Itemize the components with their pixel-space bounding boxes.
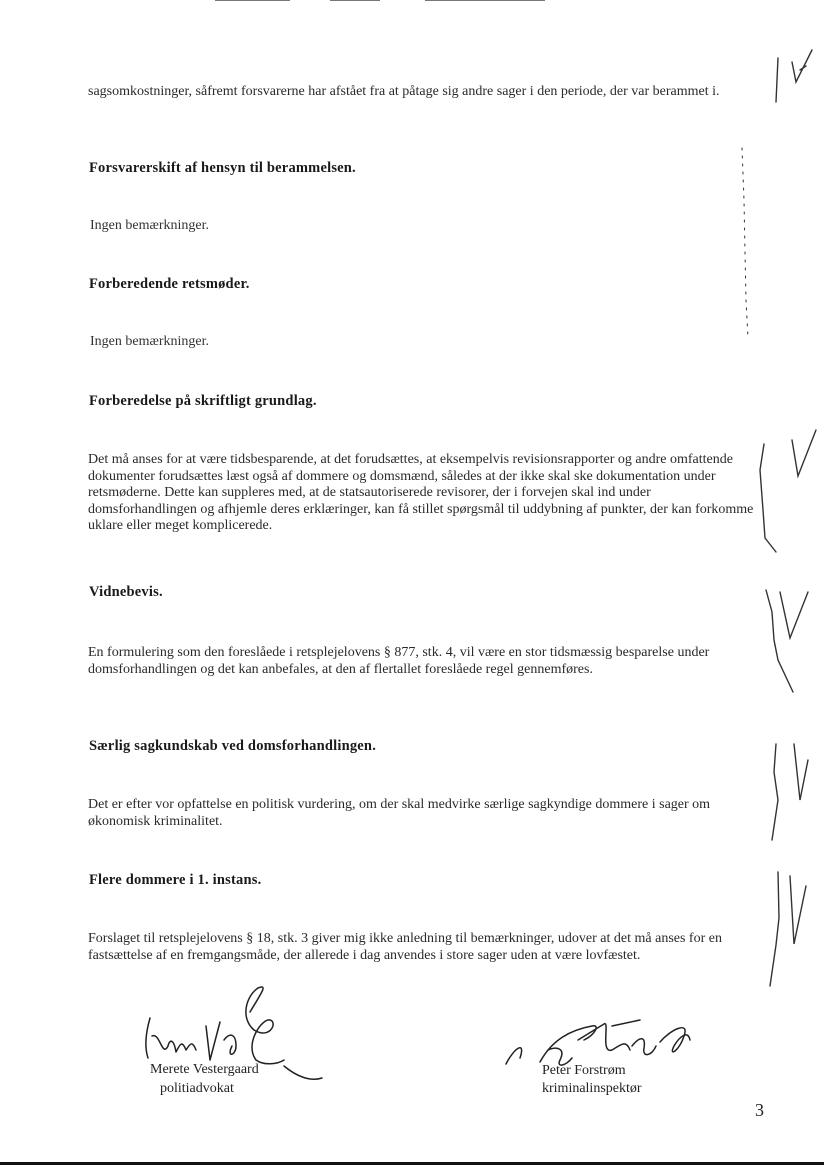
signatory-1-title: politiadvokat [160,1081,234,1096]
check-mark-4 [794,744,808,800]
bottom-rule [0,1162,824,1165]
section-heading-skriftligt-grundlag: Forberedelse på skriftligt grundlag. [89,393,317,409]
page-number: 3 [755,1100,764,1120]
margin-bracket-3 [766,590,793,692]
section-body-saerlig-sagkundskab: Det er efter vor opfattelse en politisk vurdering, om der skal medvirke særlige sagkyndige dommere i sager om økonomisk kriminalitet. [88,797,711,829]
section-heading-flere-dommere: Flere dommere i 1. instans. [89,872,262,888]
signatory-2-title: kriminalinspektør [542,1081,642,1096]
margin-dash-line [742,148,748,338]
margin-bracket-5 [770,872,779,986]
section-body-forsvarerskift: Ingen bemærkninger. [90,218,209,233]
signatory-1-name: Merete Vestergaard [150,1062,259,1077]
section-body-skriftligt-grundlag: Det må anses for at være tidsbesparende, at det forudsættes, at eksempelvis revisionsrapporter og andre omfattende dokumenter forudsættes læst også af dommere og domsmænd, således at der ikke skal ske dokumentation under retsmøderne. Dette kan suppleres med, at de statsautoriserede revisorer, der i forvejen skal ind under domsforhandlingen og afhjemle deres erklæringer, kan få stillet spørgsmål til uddybning af punkter, der kan forkomme uklare eller meget komplicerede. [88,452,754,533]
section-body-vidnebevis: En formulering som den foreslåede i retsplejelovens § 877, stk. 4, vil være en stor tidsmæssig besparelse under domsforhandlingen og det kan anbefales, at den af flertallet foreslåede regel gennemføres. [88,645,710,677]
check-mark-5 [790,876,806,944]
margin-bracket-1 [776,58,778,102]
intro-paragraph: sagsomkostninger, såfremt forsvarerne har afstået fra at påtage sig andre sager i den periode, der var berammet i. [88,84,720,99]
margin-bracket-2 [760,444,776,552]
check-mark-3 [780,592,808,638]
section-heading-vidnebevis: Vidnebevis. [89,584,163,600]
section-body-flere-dommere: Forslaget til retsplejelovens § 18, stk. 3 giver mig ikke anledning til bemærkninger, udover at det må anses for en fastsættelse af en fremgangsmåde, der allerede i dag anvendes i store sager uden at være lovfæstet. [88,931,722,963]
signature-peter-forstroem [506,1020,690,1065]
section-heading-forsvarerskift: Forsvarerskift af hensyn til berammelsen. [89,160,356,176]
margin-bracket-4 [772,744,778,840]
section-body-forberedende-retsmoeder: Ingen bemærkninger. [90,334,209,349]
signatory-2-name: Peter Forstrøm [542,1063,626,1078]
section-heading-forberedende-retsmoeder: Forberedende retsmøder. [89,276,250,292]
section-heading-saerlig-sagkundskab: Særlig sagkundskab ved domsforhandlingen. [89,738,377,754]
check-mark-1 [792,50,812,82]
check-mark-2 [792,430,816,476]
